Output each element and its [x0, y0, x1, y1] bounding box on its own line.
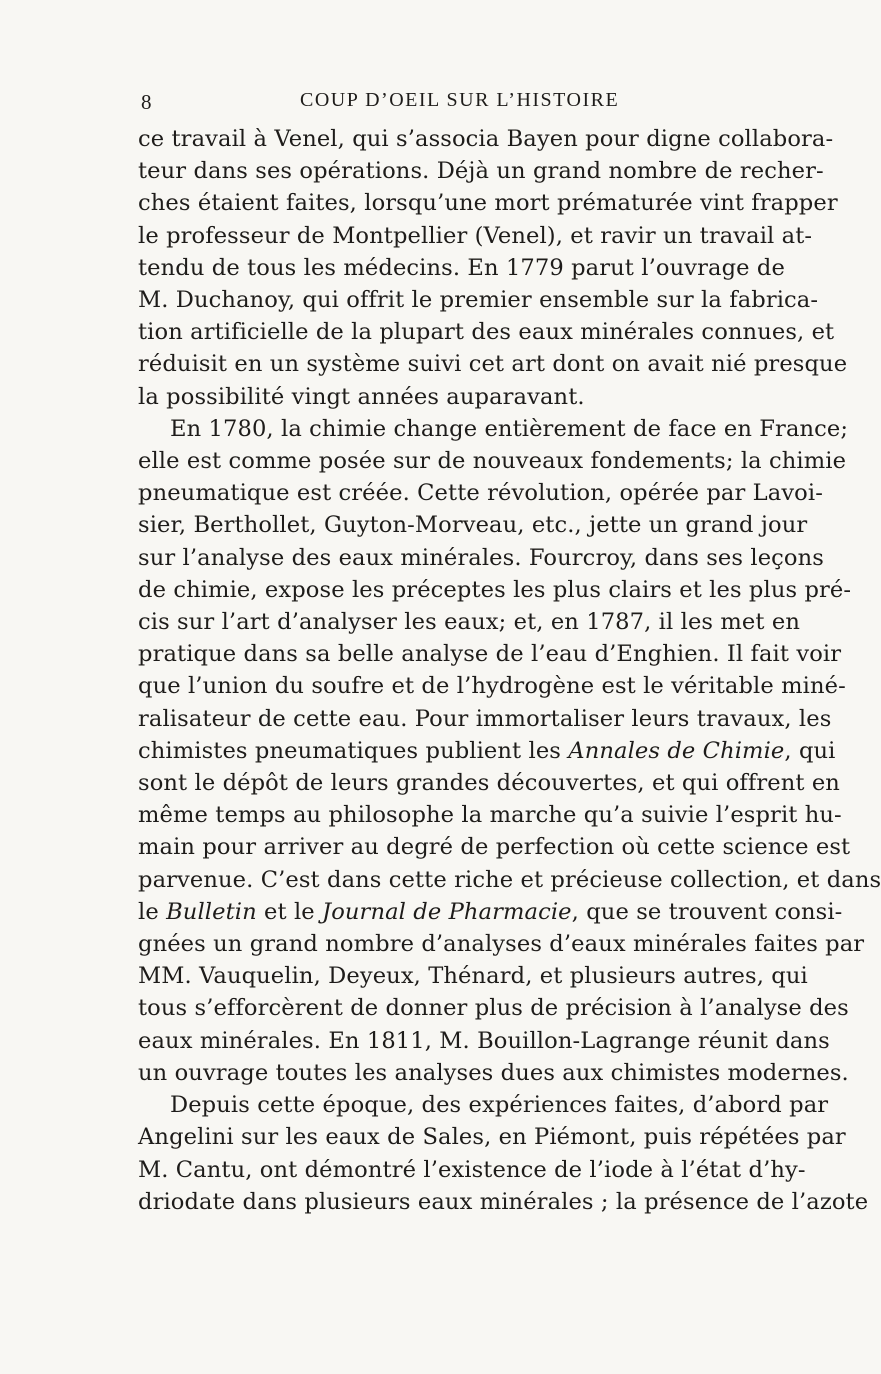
- text-line: MM. Vauquelin, Deyeux, Thénard, et plusieurs autres, qui: [138, 963, 808, 990]
- page-number: 8: [141, 90, 152, 114]
- text-line: sier, Berthollet, Guyton-Morveau, etc., jette un grand jour: [138, 512, 808, 539]
- text-line: eaux minérales. En 1811, M. Bouillon-Lagrange réunit dans: [138, 1027, 830, 1054]
- journal-title-pharmacie: Journal de Pharmacie: [322, 898, 572, 925]
- journal-title-annales: Annales de Chimie: [568, 737, 785, 764]
- journal-title-bulletin: Bulletin: [166, 898, 257, 925]
- text-line: tion artificielle de la plupart des eaux minérales connues, et: [138, 319, 835, 346]
- text-line: chimistes pneumatiques publient les Annales de Chimie, qui: [138, 737, 836, 764]
- text-line: teur dans ses opérations. Déjà un grand nombre de recher-: [138, 158, 824, 185]
- paragraph-start-line: En 1780, la chimie change entièrement de face en France;: [170, 415, 849, 442]
- text-line: gnées un grand nombre d’analyses d’eaux minérales faites par: [138, 931, 865, 958]
- text-line: ches étaient faites, lorsqu’une mort prématurée vint frapper: [138, 190, 838, 217]
- text-line: cis sur l’art d’analyser les eaux; et, en 1787, il les met en: [138, 609, 800, 636]
- text-line: parvenue. C’est dans cette riche et précieuse collection, et dans: [138, 866, 881, 893]
- body-text: [138, 123, 881, 1218]
- text-line: réduisit en un système suivi cet art dont on avait nié presque: [138, 351, 848, 378]
- text-line: de chimie, expose les préceptes les plus clairs et les plus pré-: [138, 576, 852, 603]
- text-line: main pour arriver au degré de perfection où cette science est: [138, 834, 851, 861]
- text-line: que l’union du soufre et de l’hydrogène est le véritable miné-: [138, 673, 846, 700]
- text-line: même temps au philosophe la marche qu’a suivie l’esprit hu-: [138, 802, 842, 829]
- text-line: ce travail à Venel, qui s’associa Bayen pour digne collabora-: [138, 126, 834, 152]
- text-line: M. Cantu, ont démontré l’existence de l’iode à l’état d’hy-: [138, 1156, 806, 1183]
- text-line: Angelini sur les eaux de Sales, en Piémont, puis répétées par: [138, 1124, 846, 1151]
- text-line: la possibilité vingt années auparavant.: [138, 383, 585, 410]
- running-title: COUP D’OEIL SUR L’HISTOIRE: [300, 89, 620, 111]
- text-line: elle est comme posée sur de nouveaux fondements; la chimie: [138, 448, 847, 475]
- text-line: sont le dépôt de leurs grandes découvertes, et qui offrent en: [138, 770, 840, 797]
- paragraph-start-line: Depuis cette époque, des expériences faites, d’abord par: [170, 1092, 829, 1119]
- text-line: tous s’efforcèrent de donner plus de précision à l’analyse des: [138, 995, 849, 1022]
- text-line: driodate dans plusieurs eaux minérales ; la présence de l’azote: [138, 1188, 869, 1215]
- text-line: M. Duchanoy, qui offrit le premier ensemble sur la fabrica-: [138, 287, 819, 314]
- text-line: pratique dans sa belle analyse de l’eau d’Enghien. Il fait voir: [138, 641, 842, 668]
- text-line: tendu de tous les médecins. En 1779 parut l’ouvrage de: [138, 254, 785, 281]
- page-header: [0, 82, 800, 122]
- text-line: sur l’analyse des eaux minérales. Fourcroy, dans ses leçons: [138, 544, 824, 571]
- text-line: le professeur de Montpellier (Venel), et ravir un travail at-: [138, 222, 813, 249]
- text-line: ralisateur de cette eau. Pour immortaliser leurs travaux, les: [138, 705, 832, 732]
- text-line: pneumatique est créée. Cette révolution, opérée par Lavoi-: [138, 480, 823, 507]
- text-line: le Bulletin et le Journal de Pharmacie, que se trouvent consi-: [138, 898, 843, 925]
- text-line: un ouvrage toutes les analyses dues aux chimistes modernes.: [138, 1059, 849, 1086]
